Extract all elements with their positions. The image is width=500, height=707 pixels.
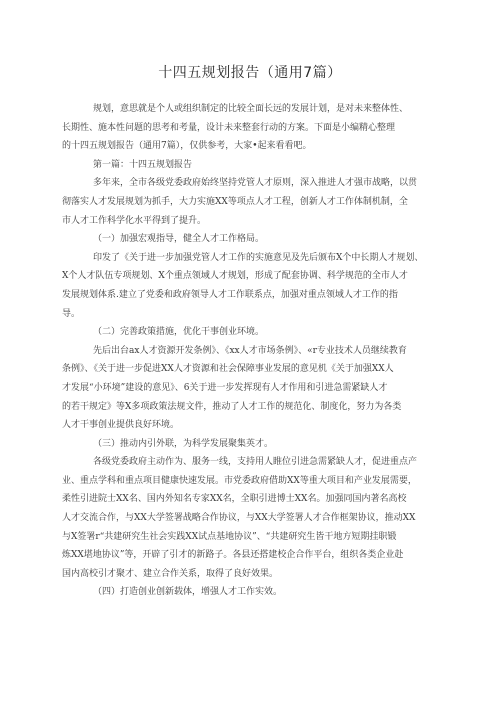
paragraph-line: 与X签署r“共建研究生社会实践XX试点基地协议”、“共建研究生皆干地方短期挂职锻 xyxy=(62,531,397,542)
paragraph-line: 柔性引进院士XX名、国内外知名专家XX名，全职引进博士XX名。加强同国内著名高校 xyxy=(62,494,407,505)
paragraph-line: 的十四五规划报告（通用7篇），仅供参考，大家•起来看看吧。 xyxy=(62,141,312,152)
paragraph-line: 导。 xyxy=(62,308,81,319)
paragraph-line: 人才交流合作，与XX大学签署战略合作协议，与XX大学签署人才合作框架协议，推动XX xyxy=(62,513,416,524)
paragraph-line: 各级党委政府主动作为、服务一线，支持用人睢位引进急需紧缺人才，促进重点产 xyxy=(93,457,418,468)
subsection-heading: （三）推动内引外联，为科学发展聚集英才。 xyxy=(93,438,274,449)
paragraph-line: 规划，意思就是个人或组织制定的比较全面长远的发展计划，是对未来整体性、 xyxy=(93,104,409,114)
paragraph-line: 才发展“小环境”建设的意见》、6关于进一步发挥现有人才作用和引进急需紧缺人才 xyxy=(62,382,388,393)
paragraph-line: X个人才队伍专项规划、X个重点领域人才规划，形成了配套协调、科学规范的全市人才 xyxy=(62,271,408,282)
paragraph-line: 多年来，全市各级党委政府始终坚持党管人才原则，深入推进人才强市战略，以贯 xyxy=(93,178,418,189)
paragraph-line: 长期性、施本性问题的思考和考量，设计未来整套行动的方案。下面是小编精心整理 xyxy=(62,122,396,133)
paragraph-line: 国内高校引才聚才、建立合作关系，取得了良好效果。 xyxy=(62,568,279,579)
paragraph-line: 人才干事创业提供良好环境。 xyxy=(62,420,180,431)
paragraph-line: 先后出台ax人才资源开发条例》、《xx人才市场条例》、«r专业技术人员继续教育 xyxy=(93,345,407,356)
document-title: 十四五规划报告（通用7篇） xyxy=(158,65,342,81)
paragraph-line: 市人才工作科学化水平得到了提升。 xyxy=(62,215,207,226)
paragraph-line: 彻落实人才发展规划为抓手，大力实施XX等项点人才工程，创新人才工作体制机制，全 xyxy=(62,196,408,207)
paragraph-line: 印发了《关于进一步加强党管人才工作的实施意见及先后颁布X个中长期人才规划、 xyxy=(93,252,424,263)
section-heading: 第一篇：十四五规划报告 xyxy=(93,159,193,170)
paragraph-line: 业、重点学科和重点项目健康快速发展。市党委政府借助XX等重大项目和产业发展需要， xyxy=(62,475,417,486)
paragraph-line: 发展规划体系.建立了党委和政府领导人才工作联系点，加强对重点领域人才工作的指 xyxy=(62,289,398,300)
paragraph-line: 条例》、《关于进一步促进XX人才资源和社会保障事业发展的意见机《关于加强XX人 xyxy=(62,364,394,375)
subsection-heading: （二）完善政策措施，优化干事创业环境。 xyxy=(93,327,265,338)
paragraph-line: 的若干规定》等X多项政策法规文件，推动了人才工作的规范化、制度化，努力为各类 xyxy=(62,401,402,412)
document-body xyxy=(62,100,440,602)
subsection-heading: （四）打造创业创新载体，增强人才工作实效。 xyxy=(93,587,283,598)
paragraph-line: 炼XX堪地协议”等，开辟了引才的新路子。各县还搭建校企合作平台，组织各类企业赴 xyxy=(62,550,404,561)
subsection-heading: （一）加强宏观指导，健全人才工作格局。 xyxy=(93,234,265,245)
